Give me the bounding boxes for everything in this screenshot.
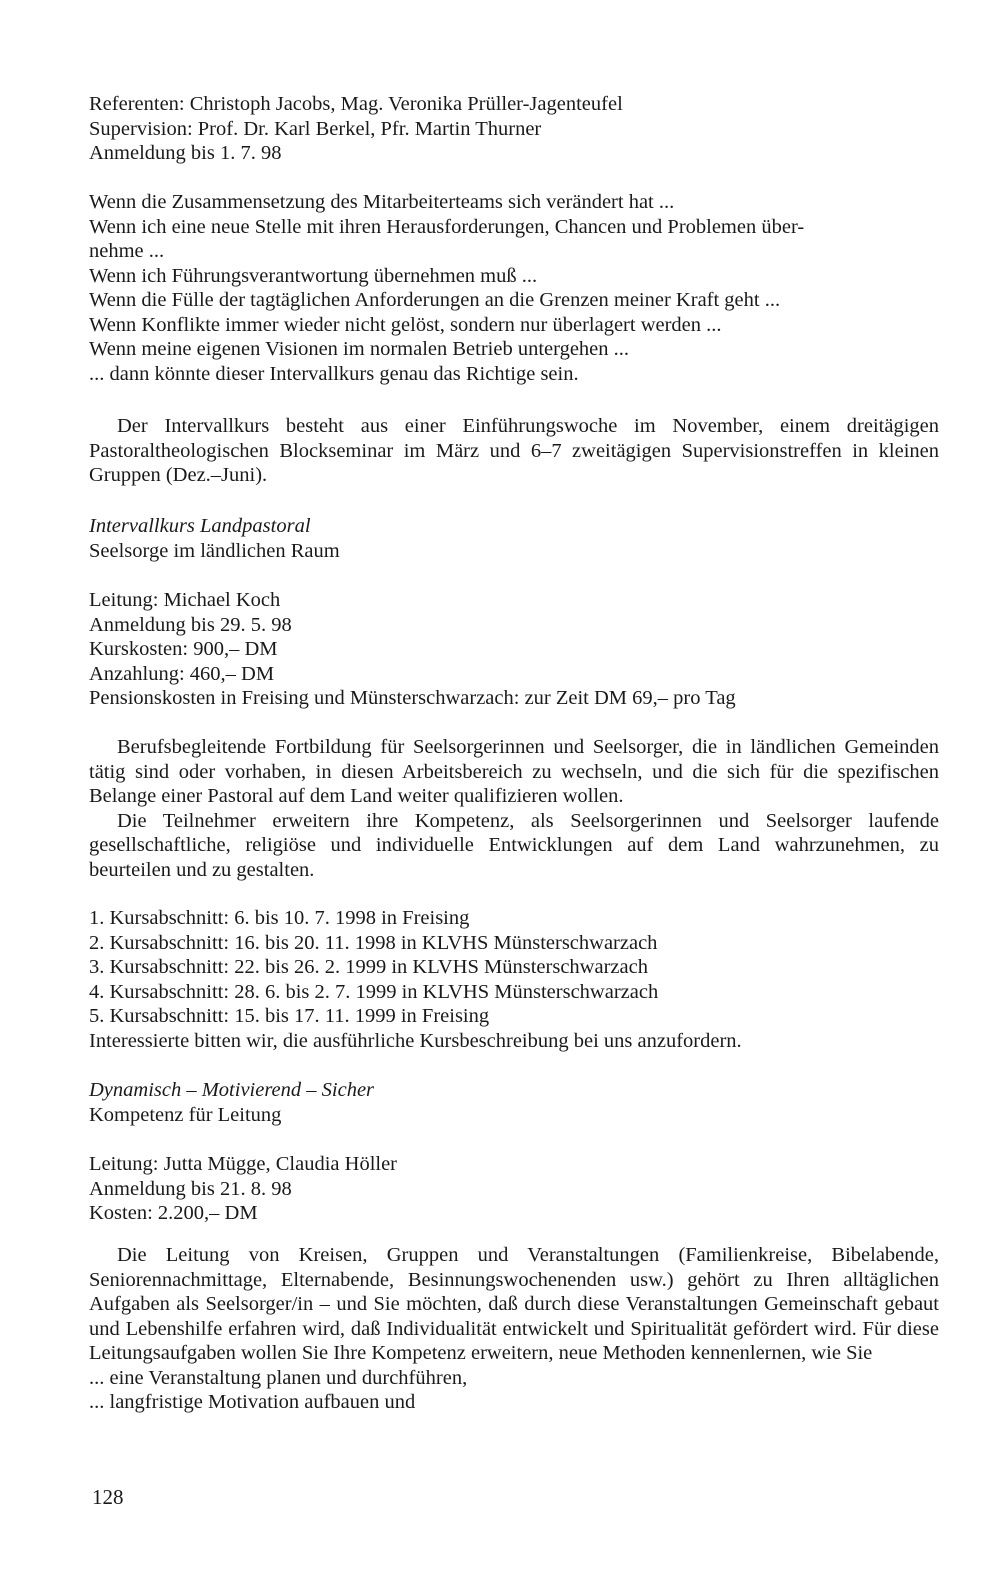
- anzahlung-line: Anzahlung: 460,– DM: [89, 662, 275, 685]
- leitung-title: Dynamisch – Motivierend – Sicher: [89, 1079, 375, 1101]
- leitung-line: Leitung: Michael Koch: [89, 589, 281, 611]
- landpastoral-heading: [89, 514, 939, 563]
- kursabschnitte-list: [89, 906, 939, 1053]
- leitung-text: [89, 1243, 939, 1415]
- intervallkurs-paragraph: Der Intervallkurs besteht aus einer Einführungswoche im November, einem dreitägigen Pastoraltheologischen Blockseminar im März und 6–7 zweitägigen Supervisionstreffen in kleinen Gruppen (Dez.–Juni).: [89, 415, 939, 486]
- list-item: 4. Kursabschnitt: 28. 6. bis 2. 7. 1999 in KLVHS Münsterschwarzach: [89, 980, 659, 1003]
- wenn-line: Wenn ich eine neue Stelle mit ihren Herausforderungen, Chancen und Problemen über-: [89, 215, 805, 238]
- supervision-line: Supervision: Prof. Dr. Karl Berkel, Pfr. Martin Thurner: [89, 117, 542, 140]
- wenn-line: Wenn die Fülle der tagtäglichen Anforderungen an die Grenzen meiner Kraft geht ...: [89, 289, 781, 311]
- wenn-block: [89, 190, 939, 386]
- wenn-line: nehme ...: [89, 240, 165, 262]
- pensionskosten-line: Pensionskosten in Freising und Münsterschwarzach: zur Zeit DM 69,– pro Tag: [89, 687, 736, 709]
- list-item: 2. Kursabschnitt: 16. bis 20. 11. 1998 in KLVHS Münsterschwarzach: [89, 931, 658, 954]
- wenn-conclusion: ... dann könnte dieser Intervallkurs genau das Richtige sein.: [89, 362, 579, 385]
- list-item: ... eine Veranstaltung planen und durchführen,: [89, 1366, 468, 1389]
- list-item: 1. Kursabschnitt: 6. bis 10. 7. 1998 in Freising: [89, 907, 470, 929]
- wenn-line: Wenn die Zusammensetzung des Mitarbeiterteams sich verändert hat ...: [89, 191, 675, 213]
- landpastoral-title: Intervallkurs Landpastoral: [89, 515, 311, 537]
- kursbeschreibung-note: Interessierte bitten wir, die ausführliche Kursbeschreibung bei uns anzufordern.: [89, 1029, 742, 1052]
- wenn-line: Wenn ich Führungsverantwortung übernehmen muß ...: [89, 264, 538, 287]
- list-item: 3. Kursabschnitt: 22. bis 26. 2. 1999 in KLVHS Münsterschwarzach: [89, 956, 648, 978]
- leitung-paragraph: Die Leitung von Kreisen, Gruppen und Veranstaltungen (Familienkreise, Bibelabende, Seniorennachmittage, Elternabende, Besinnungswochenenden usw.) gehört zu Ihren alltäglichen Aufgaben als Seelsorger/in – und Sie möchten, daß durch diese Veranstaltungen Gemeinschaft gebaut und Lebenshilfe erfahren wird, daß Individualität entwickelt und Spiritualität gefördert wird. Für diese Leitungsaufgaben wollen Sie Ihre Kompetenz erweitern, neue Methoden kennenlernen, wie Sie: [89, 1244, 939, 1364]
- leitung-subtitle: Kompetenz für Leitung: [89, 1103, 282, 1126]
- page-number: 128: [92, 1485, 124, 1509]
- landpastoral-details: [89, 588, 939, 711]
- leitung-details: [89, 1152, 939, 1226]
- wenn-line: Wenn Konflikte immer wieder nicht gelöst, sondern nur überlagert werden ...: [89, 313, 722, 336]
- leitung-line: Leitung: Jutta Mügge, Claudia Höller: [89, 1153, 398, 1175]
- landpastoral-text: [89, 735, 939, 882]
- anmeldung-line: Anmeldung bis 1. 7. 98: [89, 142, 282, 164]
- kosten-line: Kosten: 2.200,– DM: [89, 1202, 258, 1224]
- landpastoral-paragraph-1: Berufsbegleitende Fortbildung für Seelsorgerinnen und Seelsorger, die in ländlichen Gemeinden tätig sind oder vorhaben, in diesen Arbeitsbereich zu wechseln, und die sich für die spezifischen Belange einer Pastoral auf dem Land weiter qualifizieren wollen.: [89, 736, 939, 807]
- kurskosten-line: Kurskosten: 900,– DM: [89, 638, 278, 660]
- list-item: 5. Kursabschnitt: 15. bis 17. 11. 1999 in Freising: [89, 1005, 490, 1027]
- anmeldung-line: Anmeldung bis 21. 8. 98: [89, 1177, 292, 1200]
- wenn-line: Wenn meine eigenen Visionen im normalen Betrieb untergehen ...: [89, 338, 630, 360]
- referenten-line: Referenten: Christoph Jacobs, Mag. Veronika Prüller-Jagenteufel: [89, 93, 623, 115]
- referenten-block: [89, 92, 939, 166]
- anmeldung-line: Anmeldung bis 29. 5. 98: [89, 613, 292, 636]
- list-item: ... langfristige Motivation aufbauen und: [89, 1391, 416, 1413]
- landpastoral-paragraph-2: Die Teilnehmer erweitern ihre Kompetenz, als Seelsorgerinnen und Seelsorger laufende gesellschaftliche, religiöse und individuelle Entwicklungen auf dem Land wahrzunehmen, zu beurteilen und zu gestalten.: [89, 809, 939, 881]
- leitung-heading: [89, 1078, 939, 1127]
- landpastoral-subtitle: Seelsorge im ländlichen Raum: [89, 539, 340, 562]
